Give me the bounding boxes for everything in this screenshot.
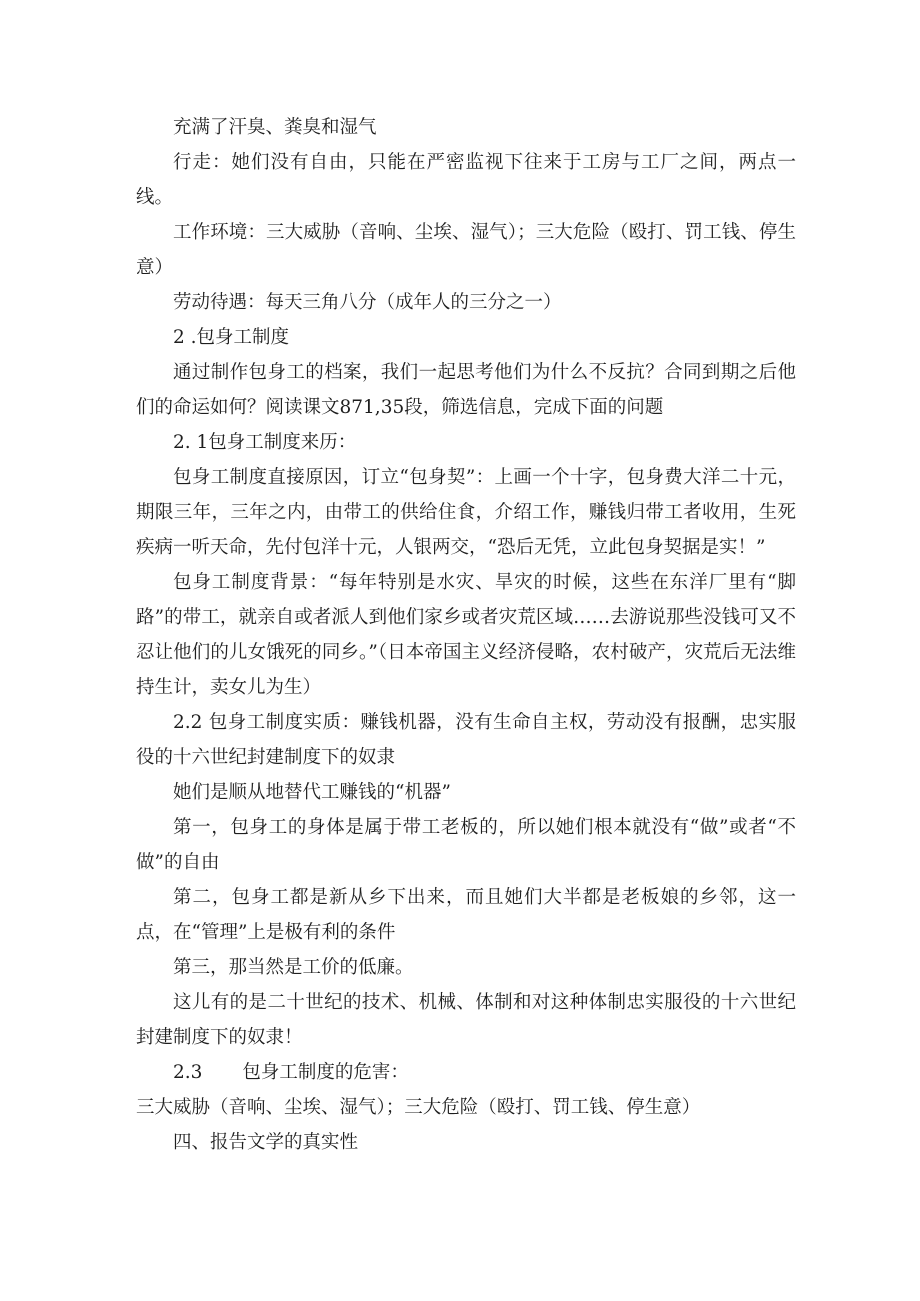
paragraph-labor-pay: 劳动待遇：每天三角八分（成年人的三分之一） — [173, 292, 562, 313]
subheading-harm-title: 包身工制度的危害： — [242, 1062, 409, 1083]
document-body — [136, 110, 796, 1160]
paragraph-archive-task: 通过制作包身工的档案，我们一起思考他们为什么不反抗？合同到期之后他们的命运如何？阅读课文871,35段，筛选信息，完成下面的问题 — [136, 362, 796, 418]
paragraph-walking: 行走：她们没有自由，只能在严密监视下往来于工房与工厂之间，两点一线。 — [136, 152, 796, 208]
paragraph-twentieth-century: 这儿有的是二十世纪的技术、机械、体制和对这种体制忠实服役的十六世纪封建制度下的奴隶！ — [136, 992, 796, 1048]
subheading-harm — [136, 1055, 796, 1090]
paragraph-direct-cause: 包身工制度直接原因，订立“包身契”：上画一个十字，包身费大洋二十元，期限三年，三年之内，由带工的供给住食，介绍工作，赚钱归带工者收用，生死疾病一听天命，先付包洋十元，人银两交，“恐后无凭，立此包身契据是实！” — [136, 467, 796, 558]
subheading-harm-number: 2.3 — [173, 1062, 203, 1083]
paragraph-background: 包身工制度背景：“每年特别是水灾、旱灾的时候，这些在东洋厂里有“脚路”的带工，就亲自或者派人到他们家乡或者灾荒区域……去游说那些没钱可又不忍让他们的儿女饿死的同乡。”（日本帝国主义经济侵略，农村破产，灾荒后无法维持生计，卖女儿为生） — [136, 572, 796, 698]
paragraph-smell: 充满了汗臭、粪臭和湿气 — [173, 117, 377, 138]
paragraph-harm-list: 三大威胁（音响、尘埃、湿气）；三大危险（殴打、罚工钱、停生意） — [136, 1097, 701, 1118]
subheading-origin: 2. 1包身工制度来历： — [173, 432, 357, 453]
section-heading-system: 2 .包身工制度 — [173, 327, 290, 348]
paragraph-third: 第三，那当然是工价的低廉。 — [173, 957, 414, 978]
paragraph-second: 第二，包身工都是新从乡下出来，而且她们大半都是老板娘的乡邻，这一点，在“管理”上是极有利的条件 — [136, 887, 796, 943]
section-heading-authenticity: 四、报告文学的真实性 — [173, 1132, 359, 1153]
paragraph-work-environment: 工作环境：三大威胁（音响、尘埃、湿气）；三大危险（殴打、罚工钱、停生意） — [136, 222, 796, 278]
paragraph-first: 第一，包身工的身体是属于带工老板的，所以她们根本就没有“做”或者“不做”的自由 — [136, 817, 796, 873]
subheading-essence: 2.2 包身工制度实质：赚钱机器，没有生命自主权，劳动没有报酬，忠实服役的十六世纪封建制度下的奴隶 — [136, 712, 796, 768]
paragraph-machine: 她们是顺从地替代工赚钱的“机器” — [173, 782, 451, 803]
